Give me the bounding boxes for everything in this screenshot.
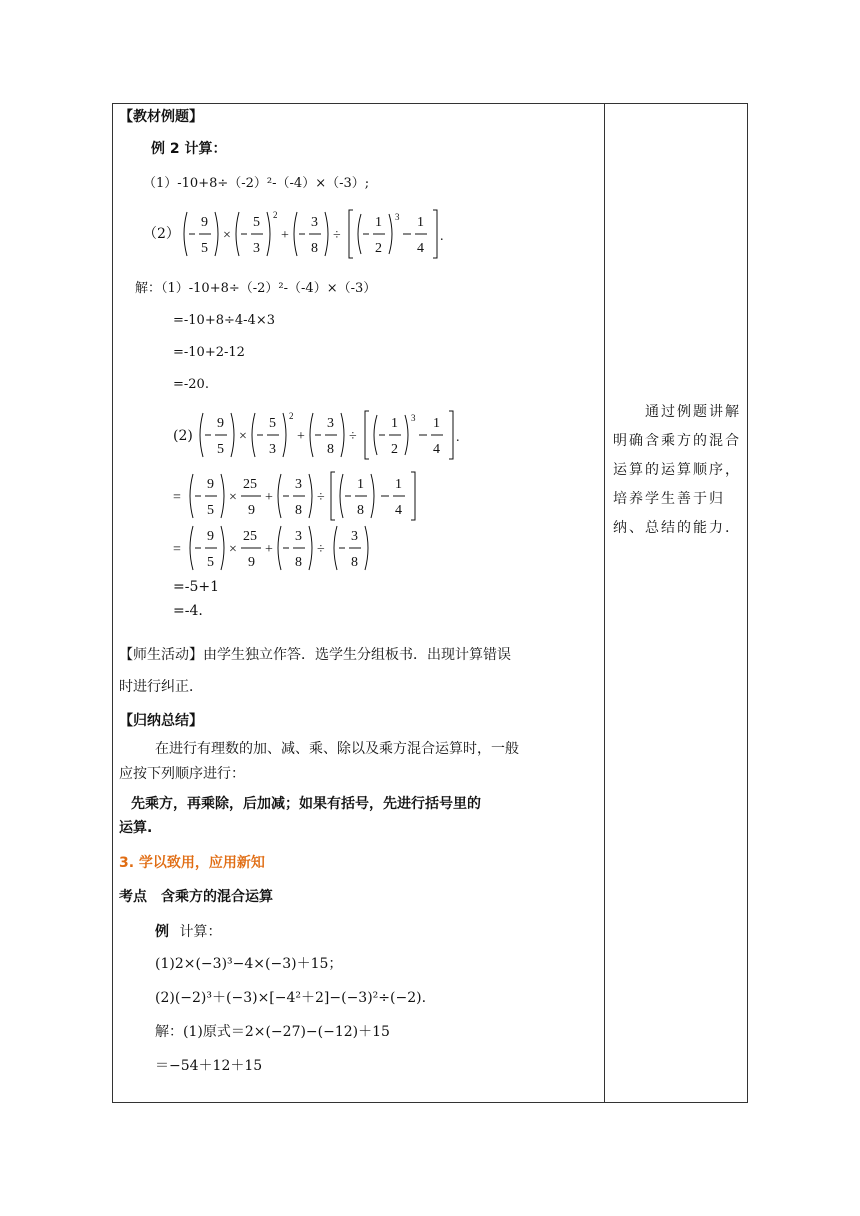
problem-1: （1）-10+8÷（-2）²-（-4）×（-3）; xyxy=(143,176,370,191)
svg-text:9: 9 xyxy=(207,477,214,492)
svg-text:3: 3 xyxy=(295,477,302,492)
svg-text:=: = xyxy=(173,542,181,557)
svg-text:4: 4 xyxy=(433,442,440,457)
svg-text:3: 3 xyxy=(395,212,400,222)
solution-2-line-1 xyxy=(195,407,475,467)
svg-text:1: 1 xyxy=(433,416,440,431)
part-2-label: (2) xyxy=(173,428,193,444)
svg-text:5: 5 xyxy=(269,416,276,431)
example-title: 例 2 计算： xyxy=(151,141,227,157)
svg-text:×: × xyxy=(229,542,237,557)
summary-text-1: 在进行有理数的加、减、乘、除以及乘方混合运算时，一般 xyxy=(155,741,519,757)
solution-2-line-3 xyxy=(173,522,393,578)
svg-text:8: 8 xyxy=(311,241,318,256)
section-3-heading: 3. 学以致用，应用新知 xyxy=(119,855,265,871)
svg-text:4: 4 xyxy=(395,503,402,518)
svg-text:9: 9 xyxy=(248,503,255,518)
example-calc-title: 计算： xyxy=(179,924,222,940)
problem-2-expression xyxy=(179,206,459,266)
svg-text:2: 2 xyxy=(289,411,294,421)
summary-rule-1: 先乘方，再乘除，后加减；如果有括号，先进行括号里的 xyxy=(131,796,481,812)
svg-text:3: 3 xyxy=(253,241,260,256)
step-r1: =-5+1 xyxy=(173,579,220,595)
svg-text:25: 25 xyxy=(243,529,257,544)
step-2: =-10+2-12 xyxy=(173,345,245,360)
svg-text:1: 1 xyxy=(391,416,398,431)
step-1: =-10+8÷4-4×3 xyxy=(173,313,275,328)
svg-text:÷: ÷ xyxy=(317,490,325,505)
svg-text:8: 8 xyxy=(295,555,302,570)
svg-text:2: 2 xyxy=(273,210,278,220)
svg-text:8: 8 xyxy=(327,442,334,457)
svg-text:8: 8 xyxy=(357,503,364,518)
side-note: 通过例题讲解明确含乘方的混合运算的运算顺序，培养学生善于归纳、总结的能力. xyxy=(613,404,741,536)
solution-2-line-2 xyxy=(173,470,433,526)
problem-2-label: （2） xyxy=(143,226,180,242)
svg-text:+: + xyxy=(265,490,273,505)
svg-text:3: 3 xyxy=(411,413,416,423)
example-problem-2: (2)(−2)³＋(−3)×[−4²＋2]−(−3)²÷(−2). xyxy=(155,990,427,1006)
svg-text:+: + xyxy=(297,429,305,444)
svg-text:.: . xyxy=(440,229,444,244)
lesson-table xyxy=(112,103,748,1103)
example-solution-step: ＝−54＋12＋15 xyxy=(155,1058,263,1074)
example-label: 例 xyxy=(155,924,169,940)
svg-text:3: 3 xyxy=(269,442,276,457)
svg-text:÷: ÷ xyxy=(333,228,341,243)
summary-header: 【归纳总结】 xyxy=(119,713,203,729)
svg-text:9: 9 xyxy=(248,555,255,570)
svg-text:+: + xyxy=(265,542,273,557)
svg-text:3: 3 xyxy=(327,416,334,431)
column-divider xyxy=(604,104,605,1102)
svg-text:=: = xyxy=(173,490,181,505)
svg-text:1: 1 xyxy=(395,477,402,492)
svg-text:÷: ÷ xyxy=(317,542,325,557)
svg-text:÷: ÷ xyxy=(349,429,357,444)
svg-text:8: 8 xyxy=(351,555,358,570)
example-solution: 解：(1)原式＝2×(−27)−(−12)＋15 xyxy=(155,1024,390,1040)
svg-text:×: × xyxy=(223,228,231,243)
example-problem-1: (1)2×(−3)³−4×(−3)＋15； xyxy=(155,956,343,972)
svg-text:3: 3 xyxy=(295,529,302,544)
svg-text:5: 5 xyxy=(253,215,260,230)
summary-text-2: 应按下列顺序进行： xyxy=(119,766,245,782)
svg-text:9: 9 xyxy=(217,416,224,431)
step-3: =-20. xyxy=(173,377,209,392)
svg-text:25: 25 xyxy=(243,477,257,492)
svg-text:.: . xyxy=(456,430,460,445)
svg-text:3: 3 xyxy=(351,529,358,544)
svg-text:×: × xyxy=(229,490,237,505)
svg-text:2: 2 xyxy=(391,442,398,457)
svg-text:3: 3 xyxy=(311,215,318,230)
svg-text:5: 5 xyxy=(217,442,224,457)
example-line xyxy=(155,922,221,942)
summary-rule-2: 运算. xyxy=(119,820,153,836)
solution-intro: 解：（1）-10+8÷（-2）²-（-4）×（-3） xyxy=(135,281,377,296)
svg-text:1: 1 xyxy=(357,477,364,492)
example-header: 【教材例题】 xyxy=(119,109,203,125)
svg-text:9: 9 xyxy=(201,215,208,230)
svg-text:8: 8 xyxy=(295,503,302,518)
svg-text:5: 5 xyxy=(201,241,208,256)
activity-line-2: 时进行纠正． xyxy=(119,679,203,695)
key-point: 考点 含乘方的混合运算 xyxy=(119,889,273,905)
svg-text:1: 1 xyxy=(375,215,382,230)
svg-text:1: 1 xyxy=(417,215,424,230)
svg-text:4: 4 xyxy=(417,241,424,256)
svg-text:5: 5 xyxy=(207,503,214,518)
svg-text:×: × xyxy=(239,429,247,444)
svg-text:+: + xyxy=(281,228,289,243)
svg-text:5: 5 xyxy=(207,555,214,570)
step-r2: =-4. xyxy=(173,603,203,619)
svg-text:2: 2 xyxy=(375,241,382,256)
activity-line-1: 【师生活动】由学生独立作答．选学生分组板书．出现计算错误 xyxy=(119,647,511,663)
svg-text:9: 9 xyxy=(207,529,214,544)
